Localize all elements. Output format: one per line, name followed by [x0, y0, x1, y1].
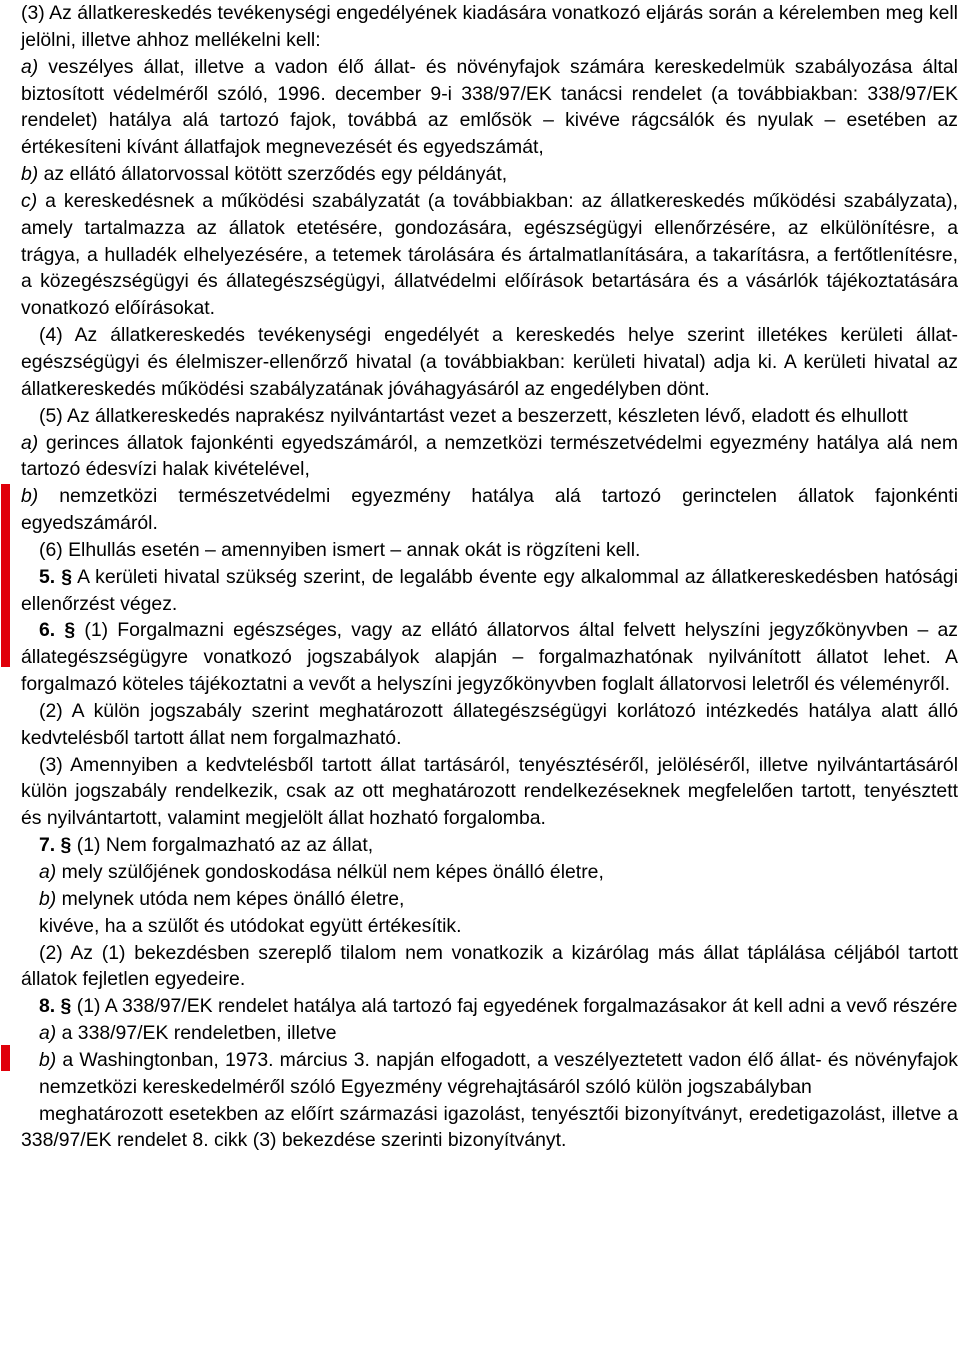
para-5: (5) Az állatkereskedés naprakész nyilvántartást vezet a beszerzett, készleten lévő, eladott és elhullott	[39, 404, 908, 427]
section-7-b: b) melynek utóda nem képes önálló életre,	[39, 887, 405, 910]
section-number: 8. §	[39, 995, 72, 1018]
section-7-except: kivéve, ha a szülőt és utódokat együtt értékesítik.	[39, 914, 462, 937]
item-label: c)	[21, 189, 38, 212]
section-7-para-1: 7. § (1) Nem forgalmazható az az állat,	[39, 834, 374, 857]
section-6-para-1: 6. § (1) Forgalmazni egészséges, vagy az ellátó állatorvos által felvett helyszíni jegyzőkönyvben – az állategészségügyre vonatkozó jogszabályok alapján – forgalmazhatónak nyilvánított állatot lehet. A forgalmazó köteles tájékoztatni a vevőt a helyszíni jegyzőkönyvben foglalt állatorvosi leletről és véleményről.	[21, 619, 958, 696]
change-bar-2	[1, 1045, 10, 1071]
item-label: b)	[21, 163, 39, 186]
para-3-intro: (3) Az állatkereskedés tevékenységi engedélyének kiadására vonatkozó eljárás során a kérelemben meg kell jelölni, illetve ahhoz mellékelni kell:	[21, 2, 958, 51]
item-label: a)	[39, 861, 57, 883]
section-6-para-3: (3) Amennyiben a kedvtelésből tartott állat tartásáról, tenyésztéséről, jelöléséről, illetve nyilvántartásáról külön jogszabály rendelkezik, csak az ott meghatározott rendelkezéseknek megfelelően tartott, tenyésztett és nyilvántartott, valamint megjelölt állat hozható forgalomba.	[21, 753, 958, 830]
item-label: b)	[39, 1048, 57, 1071]
section-number: 6. §	[39, 619, 76, 642]
change-bar-1	[1, 484, 10, 667]
section-8-para-1: 8. § (1) A 338/97/EK rendelet hatálya alá tartozó faj egyedének forgalmazásakor át kell adni a vevő részére	[39, 995, 958, 1018]
section-7-a: a) mely szülőjének gondoskodása nélkül nem képes önálló életre,	[39, 861, 604, 883]
para-6: (6) Elhullás esetén – amennyiben ismert – annak okát is rögzíteni kell.	[39, 538, 641, 561]
document-page	[21, 0, 958, 1154]
para-4: (4) Az állatkereskedés tevékenységi engedélyét a kereskedés helye szerint illetékes kerületi állat-egészségügyi és élelmiszer-ellenőrző hivatal (a továbbiakban: kerületi hivatal) adja ki. A kerületi hivatal az állatkereskedés működési szabályzatának jóváhagyásáról az engedélyben dönt.	[21, 324, 958, 400]
item-label: a)	[39, 1022, 57, 1045]
section-number: 5. §	[39, 565, 73, 588]
section-6-para-2: (2) A külön jogszabály szerint meghatározott állategészségügyi korlátozó intézkedés hatálya alatt álló kedvtelésből tartott állat nem forgalmazható.	[21, 699, 958, 749]
para-3-a: a) veszélyes állat, illetve a vadon élő állat- és növényfajok számára kereskedelmük szabályozása által biztosított védelméről szóló, 1996. december 9-i 338/97/EK tanácsi rendelet (a továbbiakban: 338/97/EK rendelet) hatálya alá tartozó fajok, továbbá az emlősök – kivéve rágcsálók és nyulak – esetében az értékesíteni kívánt állatfajok megnevezését és egyedszámát,	[21, 55, 958, 159]
para-5-b: b) nemzetközi természetvédelmi egyezmény hatálya alá tartozó gerinctelen állatok fajonkénti egyedszámáról.	[21, 485, 958, 535]
item-label: a)	[21, 431, 39, 454]
item-label: a)	[21, 55, 39, 78]
section-8-a: a) a 338/97/EK rendeletben, illetve	[39, 1022, 337, 1045]
para-5-a: a) gerinces állatok fajonkénti egyedszámáról, a nemzetközi természetvédelmi egyezmény hatálya alá nem tartozó édesvízi halak kivételével,	[21, 431, 958, 481]
item-label: b)	[21, 485, 39, 508]
item-label: b)	[39, 887, 57, 910]
section-5: 5. § A kerületi hivatal szükség szerint, de legalább évente egy alkalommal az állatkereskedésben hatósági ellenőrzést végez.	[21, 565, 959, 615]
section-8-end: meghatározott esetekben az előírt származási igazolást, tenyésztői bizonyítványt, eredetigazolást, illetve a 338/97/EK rendelet 8. cikk (3) bekezdése szerinti bizonyítványt.	[21, 1102, 958, 1152]
section-8-b: b) a Washingtonban, 1973. március 3. napján elfogadott, a veszélyeztetett vadon élő állat- és növényfajok nemzetközi kereskedelméről szóló Egyezmény végrehajtásáról szóló külön jogszabályban	[39, 1048, 958, 1098]
para-3-c: c) a kereskedésnek a működési szabályzatát (a továbbiakban: az állatkereskedés működési szabályzata), amely tartalmazza az állatok etetésére, gondozására, egészségügyi ellenőrzésére, az elkülönítésre, a trágya, a hulladék elhelyezésére, a tetemek tárolására és ártalmatlanítására, a takarításra, a fertőtlenítésre, a közegészségügyi és állategészségügyi, állatvédelmi előírások betartására és a vásárlók tájékoztatására vonatkozó előírásokat.	[21, 189, 958, 320]
section-number: 7. §	[39, 834, 72, 857]
para-3-b: b) az ellátó állatorvossal kötött szerződés egy példányát,	[21, 163, 508, 186]
section-7-para-2: (2) Az (1) bekezdésben szereplő tilalom nem vonatkozik a kizárólag más állat táplálása céljából tartott állatok fejletlen egyedeire.	[21, 941, 958, 991]
